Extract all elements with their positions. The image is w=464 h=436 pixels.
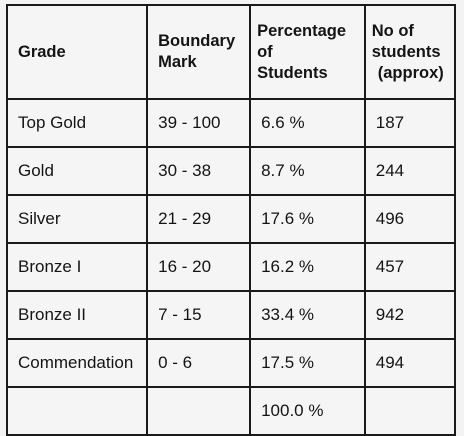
cell-students: 496 [365, 195, 455, 243]
cell-students [365, 387, 455, 435]
cell-students: 244 [365, 147, 455, 195]
cell-boundary [147, 387, 250, 435]
table-header-row [7, 5, 455, 99]
cell-grade: Commendation [7, 339, 147, 387]
table-row [7, 195, 455, 243]
header-grade [7, 5, 147, 99]
header-students-line-1: No of [371, 21, 414, 40]
cell-students: 457 [365, 243, 455, 291]
cell-grade: Gold [7, 147, 147, 195]
cell-percentage-total: 100.0 % [250, 387, 365, 435]
cell-percentage: 8.7 % [250, 147, 365, 195]
cell-percentage: 33.4 % [250, 291, 365, 339]
header-grade-label: Grade [18, 42, 66, 61]
cell-boundary: 39 - 100 [147, 99, 250, 147]
cell-students: 494 [365, 339, 455, 387]
grade-boundary-table [6, 4, 456, 436]
cell-grade [7, 387, 147, 435]
cell-boundary: 16 - 20 [147, 243, 250, 291]
cell-grade: Bronze I [7, 243, 147, 291]
table-row [7, 99, 455, 147]
cell-boundary: 30 - 38 [147, 147, 250, 195]
header-boundary-line-2: Mark [158, 53, 197, 71]
header-students-line-2: students [371, 42, 441, 61]
header-percentage [250, 5, 365, 99]
cell-percentage: 16.2 % [250, 243, 365, 291]
cell-percentage: 17.5 % [250, 339, 365, 387]
table-row [7, 243, 455, 291]
table-row [7, 147, 455, 195]
header-percentage-line-2: of [257, 42, 273, 61]
cell-grade: Top Gold [7, 99, 147, 147]
cell-grade: Bronze II [7, 291, 147, 339]
header-boundary-line-1: Boundary [158, 32, 236, 50]
header-percentage-line-1: Percentage [257, 21, 347, 40]
header-percentage-line-3: Students [257, 63, 328, 82]
header-students-line-3: (approx) [377, 63, 444, 82]
cell-percentage: 17.6 % [250, 195, 365, 243]
header-boundary-mark [147, 5, 250, 99]
cell-boundary: 0 - 6 [147, 339, 250, 387]
cell-students: 942 [365, 291, 455, 339]
header-students [365, 5, 455, 99]
table-row [7, 291, 455, 339]
table-total-row [7, 387, 455, 435]
cell-boundary: 21 - 29 [147, 195, 250, 243]
cell-percentage: 6.6 % [250, 99, 365, 147]
cell-boundary: 7 - 15 [147, 291, 250, 339]
cell-grade: Silver [7, 195, 147, 243]
cell-students: 187 [365, 99, 455, 147]
table-row [7, 339, 455, 387]
